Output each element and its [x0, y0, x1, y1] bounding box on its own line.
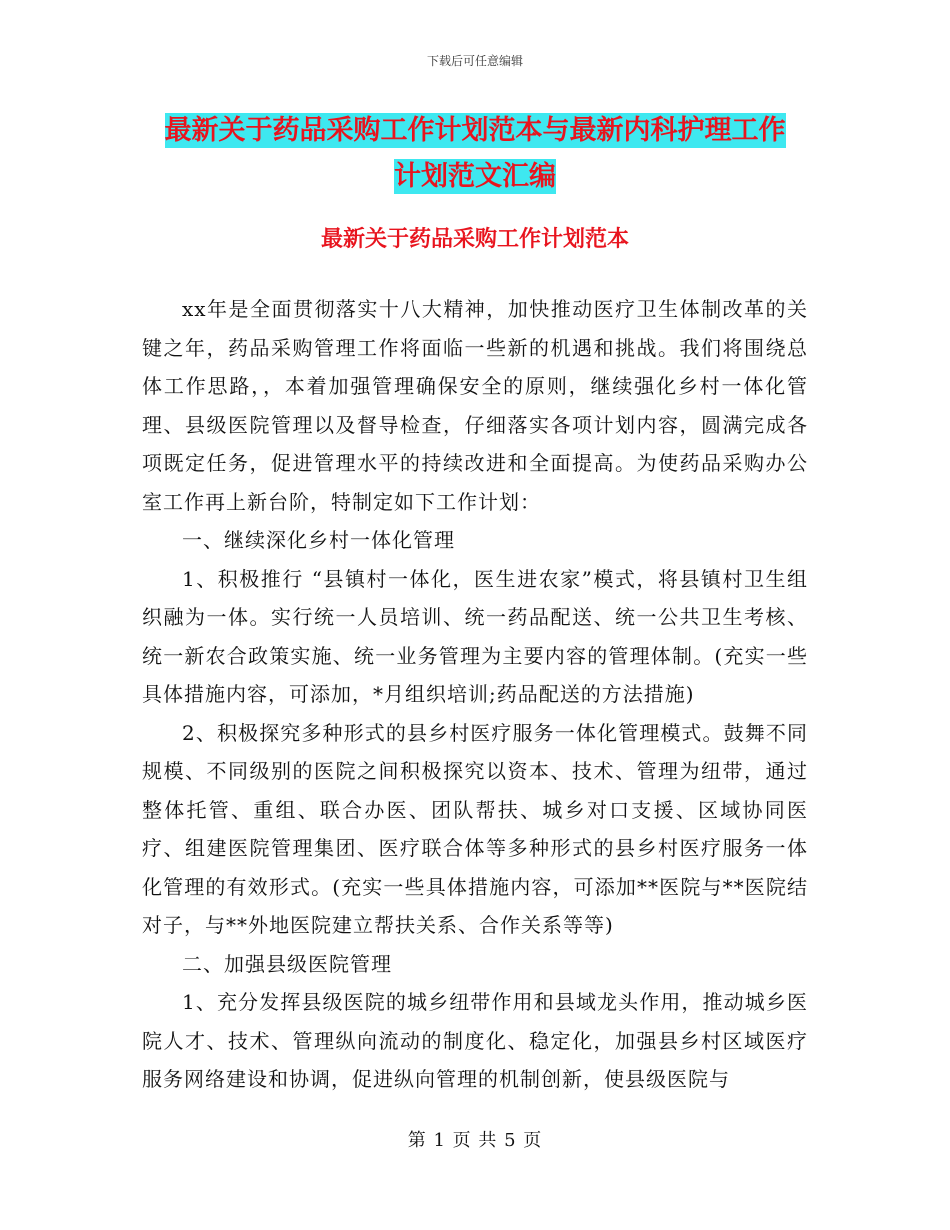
section-title: 最新关于药品采购工作计划范本	[320, 227, 629, 252]
page-footer: 第 1 页 共 5 页	[407, 1130, 543, 1151]
document-title	[140, 108, 810, 200]
heading-section-2: 二、加强县级医院管理	[182, 951, 392, 976]
paragraph-item-1-1: 1、积极推行 “县镇村一体化，医生进农家”模式，将县镇村卫生组织融为一体。实行统一人员培训、统一药品配送、统一公共卫生考核、统一新农合政策实施、统一业务管理为主要内容的管理体制。(充实一些具体措施内容，可添加，*月组织培训;药品配送的方法措施)	[142, 566, 808, 706]
heading-section-1: 一、继续深化乡村一体化管理	[182, 528, 455, 552]
document-title-line-1: 最新关于药品采购工作计划范本与最新内科护理工作	[164, 115, 786, 146]
document-title-line-2: 计划范文汇编	[394, 161, 556, 192]
paragraph-intro: xx年是全面贯彻落实十八大精神，加快推动医疗卫生体制改革的关键之年，药品采购管理工作将面临一些新的机遇和挑战。我们将围绕总体工作思路，，本着加强管理确保安全的原则，继续强化乡村一体化管理、县级医院管理以及督导检查，仔细落实各项计划内容，圆满完成各项既定任务，促进管理水平的持续改进和全面提高。为使药品采购办公室工作再上新台阶，特制定如下工作计划：	[142, 297, 808, 514]
document-body	[142, 290, 808, 1099]
header-note: 下载后可任意编辑	[426, 54, 523, 68]
paragraph-item-2-1: 1、充分发挥县级医院的城乡纽带作用和县域龙头作用，推动城乡医院人才、技术、管理纵向流动的制度化、稳定化，加强县乡村区域医疗服务网络建设和协调，促进纵向管理的机制创新，使县级医院与	[142, 990, 808, 1091]
paragraph-item-1-2: 2、积极探究多种形式的县乡村医疗服务一体化管理模式。鼓舞不同规模、不同级别的医院之间积极探究以资本、技术、管理为纽带，通过整体托管、重组、联合办医、团队帮扶、城乡对口支援、区域协同医疗、组建医院管理集团、医疗联合体等多种形式的县乡村医疗服务一体化管理的有效形式。(充实一些具体措施内容，可添加**医院与**医院结对子，与**外地医院建立帮扶关系、合作关系等等)	[142, 720, 808, 937]
